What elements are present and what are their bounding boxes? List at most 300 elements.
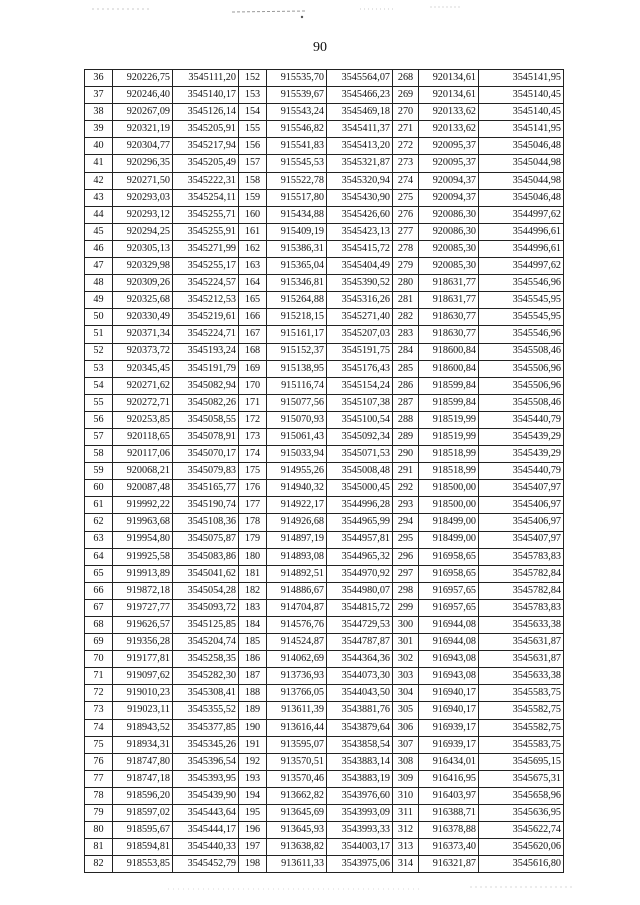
- y-coordinate-cell: 3545255,17: [173, 258, 239, 275]
- point-number-cell: 82: [85, 856, 113, 873]
- point-number-cell: 185: [239, 634, 267, 651]
- point-number-cell: 282: [393, 309, 419, 326]
- table-row: [85, 189, 564, 206]
- y-coordinate-cell: 3545108,36: [173, 514, 239, 531]
- point-number-cell: 181: [239, 565, 267, 582]
- point-number-cell: 310: [393, 787, 419, 804]
- y-coordinate-cell: 3545633,38: [479, 668, 564, 685]
- point-number-cell: 69: [85, 634, 113, 651]
- y-coordinate-cell: 3545282,30: [173, 668, 239, 685]
- point-number-cell: 290: [393, 446, 419, 463]
- point-number-cell: 171: [239, 394, 267, 411]
- point-number-cell: 269: [393, 87, 419, 104]
- point-number-cell: 54: [85, 377, 113, 394]
- y-coordinate-cell: 3545054,28: [173, 582, 239, 599]
- point-number-cell: 189: [239, 702, 267, 719]
- point-number-cell: 67: [85, 599, 113, 616]
- table-row: [85, 223, 564, 240]
- table-row: [85, 514, 564, 531]
- x-coordinate-cell: 914524,87: [267, 634, 327, 651]
- y-coordinate-cell: 3545140,45: [479, 104, 564, 121]
- point-number-cell: 302: [393, 651, 419, 668]
- y-coordinate-cell: 3545224,57: [173, 275, 239, 292]
- point-number-cell: 184: [239, 617, 267, 634]
- x-coordinate-cell: 916943,08: [419, 668, 479, 685]
- y-coordinate-cell: 3545675,31: [479, 770, 564, 787]
- x-coordinate-cell: 914576,76: [267, 617, 327, 634]
- x-coordinate-cell: 920293,03: [113, 189, 173, 206]
- y-coordinate-cell: 3544815,72: [327, 599, 393, 616]
- y-coordinate-cell: 3545430,90: [327, 189, 393, 206]
- table-row: [85, 70, 564, 87]
- point-number-cell: 309: [393, 770, 419, 787]
- point-number-cell: 180: [239, 548, 267, 565]
- y-coordinate-cell: 3544996,61: [479, 240, 564, 257]
- y-coordinate-cell: 3545439,90: [173, 787, 239, 804]
- x-coordinate-cell: 918499,00: [419, 531, 479, 548]
- y-coordinate-cell: 3544073,30: [327, 668, 393, 685]
- x-coordinate-cell: 916416,95: [419, 770, 479, 787]
- y-coordinate-cell: 3545636,95: [479, 805, 564, 822]
- point-number-cell: 295: [393, 531, 419, 548]
- y-coordinate-cell: 3545582,75: [479, 702, 564, 719]
- x-coordinate-cell: 919097,62: [113, 668, 173, 685]
- y-coordinate-cell: 3543993,33: [327, 822, 393, 839]
- point-number-cell: 191: [239, 736, 267, 753]
- y-coordinate-cell: 3545407,97: [479, 531, 564, 548]
- x-coordinate-cell: 918594,81: [113, 839, 173, 856]
- y-coordinate-cell: 3545583,75: [479, 736, 564, 753]
- y-coordinate-cell: 3545271,40: [327, 309, 393, 326]
- point-number-cell: 196: [239, 822, 267, 839]
- x-coordinate-cell: 915409,19: [267, 223, 327, 240]
- point-number-cell: 168: [239, 343, 267, 360]
- y-coordinate-cell: 3544729,53: [327, 617, 393, 634]
- x-coordinate-cell: 920085,30: [419, 240, 479, 257]
- y-coordinate-cell: 3545782,84: [479, 582, 564, 599]
- table-row: [85, 651, 564, 668]
- x-coordinate-cell: 916958,65: [419, 548, 479, 565]
- x-coordinate-cell: 920133,62: [419, 121, 479, 138]
- point-number-cell: 61: [85, 497, 113, 514]
- point-number-cell: 275: [393, 189, 419, 206]
- point-number-cell: 64: [85, 548, 113, 565]
- x-coordinate-cell: 916957,65: [419, 582, 479, 599]
- point-number-cell: 294: [393, 514, 419, 531]
- point-number-cell: 179: [239, 531, 267, 548]
- x-coordinate-cell: 920294,25: [113, 223, 173, 240]
- point-number-cell: 187: [239, 668, 267, 685]
- y-coordinate-cell: 3544364,36: [327, 651, 393, 668]
- x-coordinate-cell: 916943,08: [419, 651, 479, 668]
- point-number-cell: 311: [393, 805, 419, 822]
- point-number-cell: 298: [393, 582, 419, 599]
- table-row: [85, 787, 564, 804]
- x-coordinate-cell: 914886,67: [267, 582, 327, 599]
- y-coordinate-cell: 3545044,98: [479, 155, 564, 172]
- y-coordinate-cell: 3545508,46: [479, 343, 564, 360]
- y-coordinate-cell: 3545140,45: [479, 87, 564, 104]
- x-coordinate-cell: 920330,49: [113, 309, 173, 326]
- x-coordinate-cell: 916940,17: [419, 685, 479, 702]
- x-coordinate-cell: 919626,57: [113, 617, 173, 634]
- point-number-cell: 197: [239, 839, 267, 856]
- point-number-cell: 52: [85, 343, 113, 360]
- point-number-cell: 192: [239, 753, 267, 770]
- table-row: [85, 411, 564, 428]
- x-coordinate-cell: 920345,45: [113, 360, 173, 377]
- y-coordinate-cell: 3545111,20: [173, 70, 239, 87]
- x-coordinate-cell: 915541,83: [267, 138, 327, 155]
- point-number-cell: 161: [239, 223, 267, 240]
- y-coordinate-cell: 3544996,61: [479, 223, 564, 240]
- point-number-cell: 283: [393, 326, 419, 343]
- table-row: [85, 138, 564, 155]
- point-number-cell: 163: [239, 258, 267, 275]
- x-coordinate-cell: 913736,93: [267, 668, 327, 685]
- x-coordinate-cell: 918597,02: [113, 805, 173, 822]
- y-coordinate-cell: 3545082,94: [173, 377, 239, 394]
- y-coordinate-cell: 3545255,91: [173, 223, 239, 240]
- y-coordinate-cell: 3545564,07: [327, 70, 393, 87]
- table-row: [85, 531, 564, 548]
- point-number-cell: 174: [239, 446, 267, 463]
- y-coordinate-cell: 3545046,48: [479, 138, 564, 155]
- y-coordinate-cell: 3543858,54: [327, 736, 393, 753]
- x-coordinate-cell: 916378,88: [419, 822, 479, 839]
- point-number-cell: 167: [239, 326, 267, 343]
- table-row: [85, 394, 564, 411]
- table-row: [85, 617, 564, 634]
- y-coordinate-cell: 3544997,62: [479, 206, 564, 223]
- x-coordinate-cell: 919872,18: [113, 582, 173, 599]
- x-coordinate-cell: 915061,43: [267, 428, 327, 445]
- x-coordinate-cell: 918631,77: [419, 292, 479, 309]
- y-coordinate-cell: 3545393,95: [173, 770, 239, 787]
- y-coordinate-cell: 3545082,26: [173, 394, 239, 411]
- point-number-cell: 169: [239, 360, 267, 377]
- point-number-cell: 293: [393, 497, 419, 514]
- point-number-cell: 268: [393, 70, 419, 87]
- point-number-cell: 296: [393, 548, 419, 565]
- point-number-cell: 39: [85, 121, 113, 138]
- point-number-cell: 77: [85, 770, 113, 787]
- x-coordinate-cell: 916388,71: [419, 805, 479, 822]
- table-row: [85, 343, 564, 360]
- y-coordinate-cell: 3544965,32: [327, 548, 393, 565]
- y-coordinate-cell: 3545413,20: [327, 138, 393, 155]
- point-number-cell: 182: [239, 582, 267, 599]
- point-number-cell: 271: [393, 121, 419, 138]
- y-coordinate-cell: 3545165,77: [173, 480, 239, 497]
- x-coordinate-cell: 920095,37: [419, 138, 479, 155]
- x-coordinate-cell: 915517,80: [267, 189, 327, 206]
- x-coordinate-cell: 913611,39: [267, 702, 327, 719]
- y-coordinate-cell: 3545616,80: [479, 856, 564, 873]
- y-coordinate-cell: 3545093,72: [173, 599, 239, 616]
- table-row: [85, 702, 564, 719]
- x-coordinate-cell: 919727,77: [113, 599, 173, 616]
- x-coordinate-cell: 914704,87: [267, 599, 327, 616]
- y-coordinate-cell: 3545440,79: [479, 463, 564, 480]
- y-coordinate-cell: 3545622,74: [479, 822, 564, 839]
- y-coordinate-cell: 3545633,38: [479, 617, 564, 634]
- y-coordinate-cell: 3545141,95: [479, 121, 564, 138]
- point-number-cell: 36: [85, 70, 113, 87]
- point-number-cell: 72: [85, 685, 113, 702]
- y-coordinate-cell: 3544787,87: [327, 634, 393, 651]
- point-number-cell: 80: [85, 822, 113, 839]
- table-row: [85, 172, 564, 189]
- y-coordinate-cell: 3544003,17: [327, 839, 393, 856]
- x-coordinate-cell: 920272,71: [113, 394, 173, 411]
- y-coordinate-cell: 3545083,86: [173, 548, 239, 565]
- x-coordinate-cell: 919023,11: [113, 702, 173, 719]
- x-coordinate-cell: 920293,12: [113, 206, 173, 223]
- x-coordinate-cell: 920267,09: [113, 104, 173, 121]
- table-row: [85, 685, 564, 702]
- point-number-cell: 156: [239, 138, 267, 155]
- point-number-cell: 292: [393, 480, 419, 497]
- y-coordinate-cell: 3545255,71: [173, 206, 239, 223]
- y-coordinate-cell: 3544996,28: [327, 497, 393, 514]
- x-coordinate-cell: 916940,17: [419, 702, 479, 719]
- y-coordinate-cell: 3545582,75: [479, 719, 564, 736]
- table-row: [85, 548, 564, 565]
- y-coordinate-cell: 3545407,97: [479, 480, 564, 497]
- x-coordinate-cell: 913645,69: [267, 805, 327, 822]
- table-row: [85, 258, 564, 275]
- y-coordinate-cell: 3545415,72: [327, 240, 393, 257]
- point-number-cell: 63: [85, 531, 113, 548]
- point-number-cell: 270: [393, 104, 419, 121]
- y-coordinate-cell: 3545071,53: [327, 446, 393, 463]
- y-coordinate-cell: 3545000,45: [327, 480, 393, 497]
- y-coordinate-cell: 3545316,26: [327, 292, 393, 309]
- y-coordinate-cell: 3545191,75: [327, 343, 393, 360]
- scan-artifact-bottom: [0, 878, 640, 898]
- x-coordinate-cell: 918553,85: [113, 856, 173, 873]
- y-coordinate-cell: 3545783,83: [479, 548, 564, 565]
- point-number-cell: 152: [239, 70, 267, 87]
- point-number-cell: 56: [85, 411, 113, 428]
- x-coordinate-cell: 918943,52: [113, 719, 173, 736]
- point-number-cell: 48: [85, 275, 113, 292]
- point-number-cell: 175: [239, 463, 267, 480]
- y-coordinate-cell: 3544957,81: [327, 531, 393, 548]
- x-coordinate-cell: 918600,84: [419, 360, 479, 377]
- x-coordinate-cell: 920086,30: [419, 223, 479, 240]
- point-number-cell: 40: [85, 138, 113, 155]
- point-number-cell: 75: [85, 736, 113, 753]
- point-number-cell: 172: [239, 411, 267, 428]
- point-number-cell: 51: [85, 326, 113, 343]
- y-coordinate-cell: 3545224,71: [173, 326, 239, 343]
- y-coordinate-cell: 3545212,53: [173, 292, 239, 309]
- point-number-cell: 165: [239, 292, 267, 309]
- x-coordinate-cell: 919010,23: [113, 685, 173, 702]
- table-row: [85, 480, 564, 497]
- point-number-cell: 291: [393, 463, 419, 480]
- point-number-cell: 50: [85, 309, 113, 326]
- point-number-cell: 281: [393, 292, 419, 309]
- point-number-cell: 183: [239, 599, 267, 616]
- point-number-cell: 74: [85, 719, 113, 736]
- y-coordinate-cell: 3545079,83: [173, 463, 239, 480]
- table-row: [85, 736, 564, 753]
- y-coordinate-cell: 3545444,17: [173, 822, 239, 839]
- x-coordinate-cell: 916944,08: [419, 634, 479, 651]
- x-coordinate-cell: 920117,06: [113, 446, 173, 463]
- table-row: [85, 155, 564, 172]
- point-number-cell: 70: [85, 651, 113, 668]
- point-number-cell: 55: [85, 394, 113, 411]
- y-coordinate-cell: 3543975,06: [327, 856, 393, 873]
- x-coordinate-cell: 914926,68: [267, 514, 327, 531]
- point-number-cell: 38: [85, 104, 113, 121]
- table-row: [85, 565, 564, 582]
- x-coordinate-cell: 920296,35: [113, 155, 173, 172]
- y-coordinate-cell: 3545469,18: [327, 104, 393, 121]
- x-coordinate-cell: 920087,48: [113, 480, 173, 497]
- point-number-cell: 305: [393, 702, 419, 719]
- x-coordinate-cell: 914892,51: [267, 565, 327, 582]
- x-coordinate-cell: 920373,72: [113, 343, 173, 360]
- point-number-cell: 162: [239, 240, 267, 257]
- point-number-cell: 308: [393, 753, 419, 770]
- point-number-cell: 46: [85, 240, 113, 257]
- y-coordinate-cell: 3545107,38: [327, 394, 393, 411]
- y-coordinate-cell: 3545620,06: [479, 839, 564, 856]
- x-coordinate-cell: 914897,19: [267, 531, 327, 548]
- y-coordinate-cell: 3545126,14: [173, 104, 239, 121]
- x-coordinate-cell: 915033,94: [267, 446, 327, 463]
- y-coordinate-cell: 3545506,96: [479, 377, 564, 394]
- point-number-cell: 301: [393, 634, 419, 651]
- point-number-cell: 313: [393, 839, 419, 856]
- x-coordinate-cell: 918631,77: [419, 275, 479, 292]
- y-coordinate-cell: 3545545,95: [479, 292, 564, 309]
- x-coordinate-cell: 920094,37: [419, 172, 479, 189]
- x-coordinate-cell: 918519,99: [419, 428, 479, 445]
- x-coordinate-cell: 918499,00: [419, 514, 479, 531]
- point-number-cell: 314: [393, 856, 419, 873]
- table-row: [85, 104, 564, 121]
- x-coordinate-cell: 914893,08: [267, 548, 327, 565]
- x-coordinate-cell: 916321,87: [419, 856, 479, 873]
- x-coordinate-cell: 918519,99: [419, 411, 479, 428]
- x-coordinate-cell: 913662,82: [267, 787, 327, 804]
- x-coordinate-cell: 918934,31: [113, 736, 173, 753]
- x-coordinate-cell: 915070,93: [267, 411, 327, 428]
- x-coordinate-cell: 913570,51: [267, 753, 327, 770]
- table-row: [85, 805, 564, 822]
- table-row: [85, 206, 564, 223]
- point-number-cell: 286: [393, 377, 419, 394]
- x-coordinate-cell: 913766,05: [267, 685, 327, 702]
- x-coordinate-cell: 913638,82: [267, 839, 327, 856]
- point-number-cell: 71: [85, 668, 113, 685]
- y-coordinate-cell: 3545308,41: [173, 685, 239, 702]
- table-row: [85, 719, 564, 736]
- x-coordinate-cell: 920321,19: [113, 121, 173, 138]
- y-coordinate-cell: 3545070,17: [173, 446, 239, 463]
- y-coordinate-cell: 3545411,37: [327, 121, 393, 138]
- point-number-cell: 62: [85, 514, 113, 531]
- point-number-cell: 49: [85, 292, 113, 309]
- coordinates-table: [84, 69, 564, 873]
- y-coordinate-cell: 3545041,62: [173, 565, 239, 582]
- point-number-cell: 272: [393, 138, 419, 155]
- x-coordinate-cell: 916958,65: [419, 565, 479, 582]
- x-coordinate-cell: 920118,65: [113, 428, 173, 445]
- x-coordinate-cell: 915152,37: [267, 343, 327, 360]
- y-coordinate-cell: 3545452,79: [173, 856, 239, 873]
- y-coordinate-cell: 3545205,91: [173, 121, 239, 138]
- y-coordinate-cell: 3545176,43: [327, 360, 393, 377]
- y-coordinate-cell: 3545406,97: [479, 497, 564, 514]
- point-number-cell: 198: [239, 856, 267, 873]
- y-coordinate-cell: 3545631,87: [479, 634, 564, 651]
- y-coordinate-cell: 3545271,99: [173, 240, 239, 257]
- point-number-cell: 44: [85, 206, 113, 223]
- x-coordinate-cell: 918595,67: [113, 822, 173, 839]
- x-coordinate-cell: 918500,00: [419, 480, 479, 497]
- point-number-cell: 186: [239, 651, 267, 668]
- point-number-cell: 297: [393, 565, 419, 582]
- point-number-cell: 58: [85, 446, 113, 463]
- table-row: [85, 309, 564, 326]
- point-number-cell: 287: [393, 394, 419, 411]
- x-coordinate-cell: 915543,24: [267, 104, 327, 121]
- y-coordinate-cell: 3545193,24: [173, 343, 239, 360]
- y-coordinate-cell: 3545508,46: [479, 394, 564, 411]
- y-coordinate-cell: 3545439,29: [479, 428, 564, 445]
- x-coordinate-cell: 918747,80: [113, 753, 173, 770]
- x-coordinate-cell: 918747,18: [113, 770, 173, 787]
- y-coordinate-cell: 3545658,96: [479, 787, 564, 804]
- point-number-cell: 289: [393, 428, 419, 445]
- y-coordinate-cell: 3545404,49: [327, 258, 393, 275]
- x-coordinate-cell: 914922,17: [267, 497, 327, 514]
- x-coordinate-cell: 916434,01: [419, 753, 479, 770]
- x-coordinate-cell: 919963,68: [113, 514, 173, 531]
- x-coordinate-cell: 915264,88: [267, 292, 327, 309]
- y-coordinate-cell: 3545443,64: [173, 805, 239, 822]
- point-number-cell: 280: [393, 275, 419, 292]
- point-number-cell: 66: [85, 582, 113, 599]
- point-number-cell: 273: [393, 155, 419, 172]
- y-coordinate-cell: 3545204,74: [173, 634, 239, 651]
- x-coordinate-cell: 918630,77: [419, 309, 479, 326]
- page-number: 90: [313, 40, 327, 55]
- x-coordinate-cell: 915522,78: [267, 172, 327, 189]
- x-coordinate-cell: 916944,08: [419, 617, 479, 634]
- table-row: [85, 292, 564, 309]
- table-row: [85, 599, 564, 616]
- x-coordinate-cell: 918599,84: [419, 394, 479, 411]
- table-row: [85, 428, 564, 445]
- y-coordinate-cell: 3545783,83: [479, 599, 564, 616]
- y-coordinate-cell: 3545321,87: [327, 155, 393, 172]
- point-number-cell: 306: [393, 719, 419, 736]
- point-number-cell: 278: [393, 240, 419, 257]
- x-coordinate-cell: 920309,26: [113, 275, 173, 292]
- point-number-cell: 193: [239, 770, 267, 787]
- x-coordinate-cell: 920246,40: [113, 87, 173, 104]
- y-coordinate-cell: 3543993,09: [327, 805, 393, 822]
- point-number-cell: 41: [85, 155, 113, 172]
